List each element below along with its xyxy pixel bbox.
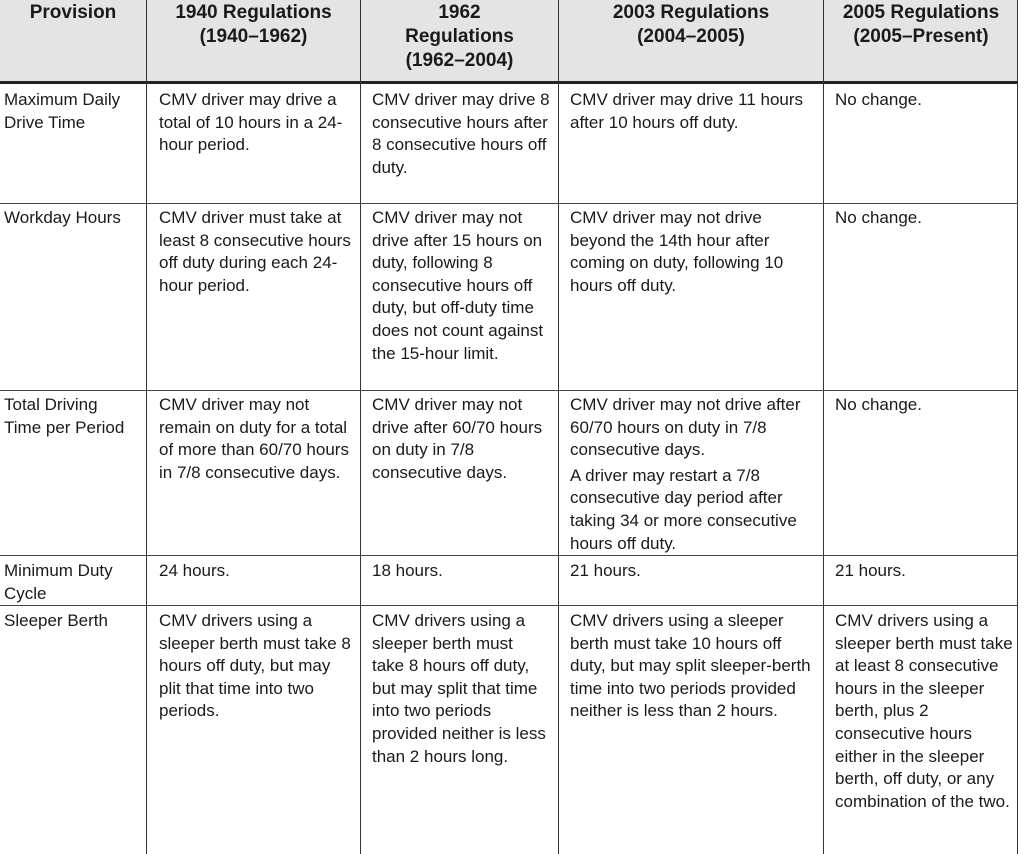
cell-text: CMV driver must take at least 8 consecutive hours off duty during each 24-hour period. (159, 208, 351, 295)
cell-1962 (372, 394, 552, 484)
provision-text: Workday Hours (4, 208, 121, 227)
cell-text: 24 hours. (159, 561, 230, 580)
cell-1940 (159, 610, 356, 723)
cell-2003 (570, 610, 818, 723)
header-1940 (147, 0, 360, 81)
provision-text: Minimum Duty Cycle (4, 561, 113, 603)
cell-text: A driver may restart a 7/8 consecutive day period after taking 34 or more consecutive hours off duty. (570, 465, 797, 553)
header-2005 (824, 0, 1018, 81)
cell-text: No change. (835, 395, 922, 414)
cell-2005 (835, 560, 1015, 583)
cell-1962 (372, 610, 548, 768)
cell-text: 21 hours. (835, 561, 906, 580)
cell-2005 (835, 89, 1015, 112)
cell-text: CMV drivers using a sleeper berth must take at least 8 consecutive hours in the sleeper berth, plus 2 consecutive hours either in the sleeper berth, off duty, or any combination of the two. (835, 611, 1013, 811)
cell-text: CMV drivers using a sleeper berth must take 10 hours off duty, but may split sleeper-berth time into two periods provided neither is less than 2 hours. (570, 611, 811, 721)
column-divider (558, 0, 559, 854)
provision-cell (4, 560, 142, 605)
header-2003-line2: (2004–2005) (637, 26, 745, 47)
header-2003-line1: 2003 Regulations (612, 2, 770, 23)
cell-2005 (835, 610, 1017, 813)
provision-cell (4, 610, 142, 633)
cell-text: CMV driver may drive 8 consecutive hours after 8 consecutive hours off duty. (372, 90, 550, 177)
cell-1940 (159, 560, 356, 583)
cell-text: CMV driver may not drive beyond the 14th hour after coming on duty, following 10 hours off duty. (570, 208, 784, 295)
table-header (0, 0, 1018, 84)
provision-cell (4, 394, 136, 439)
cell-text: CMV driver may drive a total of 10 hours in a 24-hour period. (159, 90, 343, 155)
provision-text: Total Driving Time per Period (4, 395, 125, 437)
cell-1962 (372, 89, 552, 179)
cell-text: CMV driver may not remain on duty for a total of more than 60/70 hours in 7/8 consecutive days. (159, 395, 349, 482)
header-1940-line2: (1940–1962) (199, 26, 308, 47)
cell-2003 (570, 560, 806, 583)
header-1962-line3: (1962–2004) (405, 50, 514, 71)
provision-text: Maximum Daily Drive Time (4, 90, 121, 132)
cell-text: CMV driver may drive 11 hours after 10 hours off duty. (570, 90, 804, 132)
cell-2003 (570, 89, 806, 134)
column-divider (360, 0, 361, 854)
cell-text: 18 hours. (372, 561, 443, 580)
header-provision (0, 0, 146, 81)
header-1962-line2: Regulations (405, 26, 514, 47)
column-divider (1017, 0, 1018, 854)
header-2005-line1: 2005 Regulations (842, 2, 1000, 23)
provision-text: Sleeper Berth (4, 611, 108, 630)
cell-text: CMV drivers using a sleeper berth must take 8 hours off duty, but may plit that time into two periods. (159, 611, 351, 721)
column-divider (823, 0, 824, 854)
header-1962 (361, 0, 558, 81)
cell-1940 (159, 89, 356, 157)
cell-2005 (835, 207, 1015, 230)
cell-text: CMV driver may not drive after 60/70 hours on duty in 7/8 consecutive days. (570, 395, 801, 460)
cell-1940 (159, 394, 356, 484)
cell-text: CMV driver may not drive after 15 hours on duty, following 8 consecutive hours off duty, but off-duty time does not count against the 15-hour limit. (372, 208, 544, 363)
cell-1940 (159, 207, 356, 297)
cell-text: CMV drivers using a sleeper berth must take 8 hours off duty, but may split that time into two periods provided neither is less than 2 hours long. (372, 611, 546, 766)
cell-text: No change. (835, 90, 922, 109)
row-divider (0, 605, 1018, 606)
cell-1962 (372, 560, 552, 583)
header-2005-line2: (2005–Present) (853, 26, 989, 47)
row-divider (0, 390, 1018, 391)
cell-text: No change. (835, 208, 922, 227)
cell-2003 (570, 207, 806, 297)
provision-cell (4, 89, 142, 134)
header-2003 (559, 0, 823, 81)
column-divider (146, 0, 147, 854)
provision-cell (4, 207, 142, 230)
header-1962-line1: 1962 (438, 2, 481, 23)
header-provision-text: Provision (29, 2, 117, 23)
header-1940-line1: 1940 Regulations (175, 2, 332, 23)
cell-1962 (372, 207, 552, 365)
cell-2003 (570, 394, 820, 555)
row-divider (0, 203, 1018, 204)
row-divider (0, 555, 1018, 556)
cell-2005 (835, 394, 1015, 417)
cell-text: 21 hours. (570, 561, 641, 580)
cell-text: CMV driver may not drive after 60/70 hours on duty in 7/8 consecutive days. (372, 395, 543, 482)
